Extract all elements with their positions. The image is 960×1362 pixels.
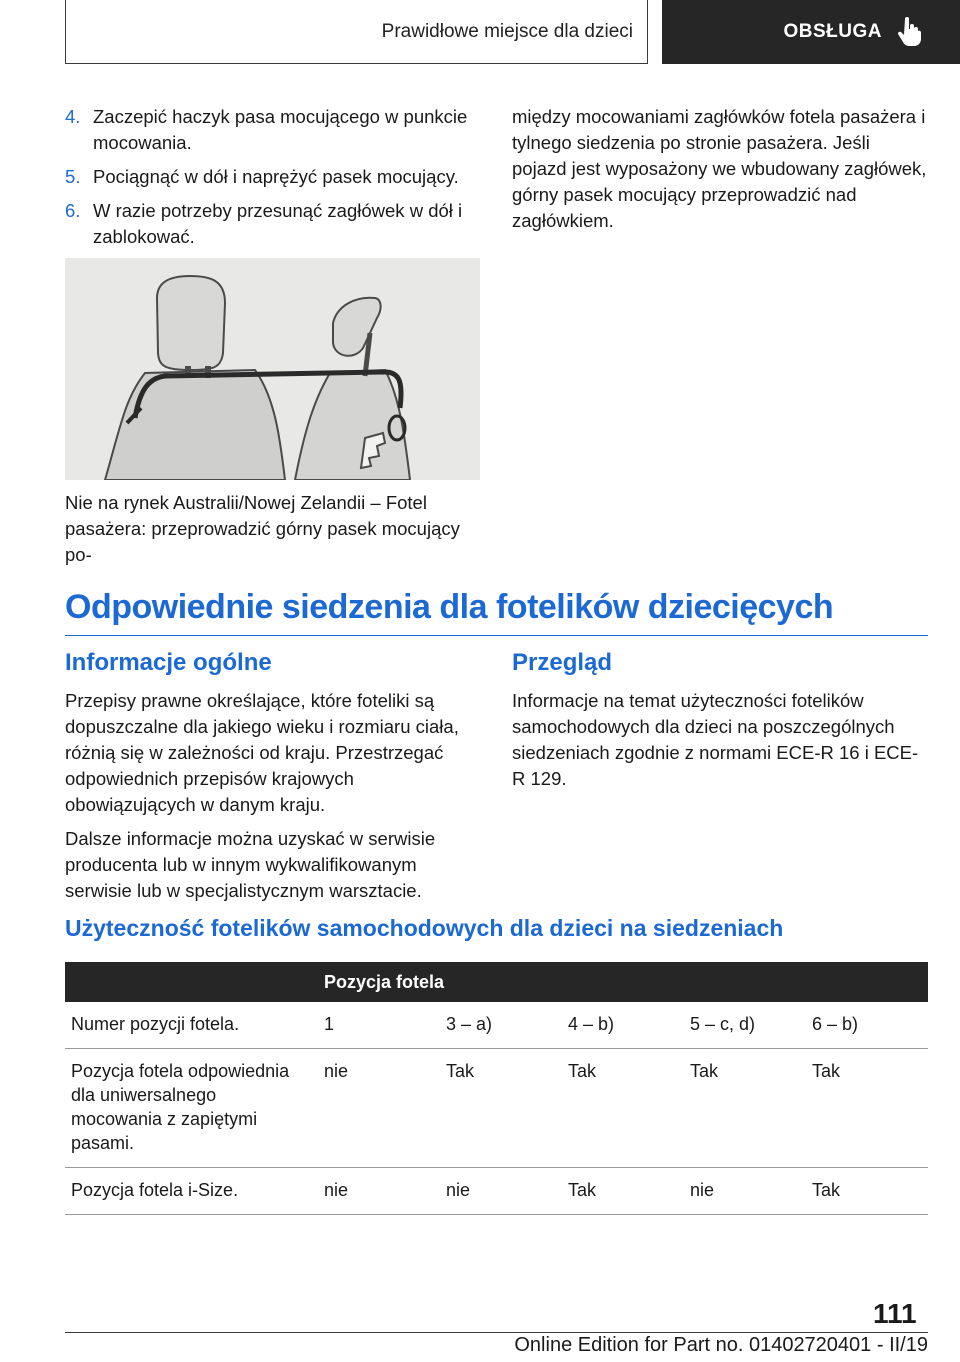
- seat-illustration-graphic: [65, 258, 480, 480]
- step-text: Pociągnąć w dół i naprężyć pasek mocujący.: [93, 166, 459, 187]
- right-column-text: [512, 104, 928, 234]
- table-cell: 1: [318, 1002, 440, 1049]
- step-item: [65, 164, 480, 190]
- footer-text: Online Edition for Part no. 01402720401 - II/19: [514, 1334, 928, 1356]
- figure-caption-text: Nie na rynek Australii/Nowej Zelandii – Fotel pasażera: przeprowadzić górny pasek mocujący po-: [65, 492, 460, 565]
- table-cell: nie: [440, 1168, 562, 1215]
- chapter-label: OBSŁUGA: [783, 21, 882, 42]
- table-heading: Użyteczność fotelików samochodowych dla dzieci na siedzeniach: [65, 915, 784, 941]
- table-cell: 6 – b): [806, 1002, 928, 1049]
- general-info-paragraph: Dalsze informacje można uzyskać w serwisie producenta lub w innym wykwalifikowanym serwisie lub w specjalistycznym warsztacie.: [65, 828, 436, 901]
- steps-list: [65, 104, 480, 258]
- general-info-paragraph: Przepisy prawne określające, które foteliki są dopuszczalne dla jakiego wieku i rozmiaru ciała, różnią się w zależności od kraju. Przestrzegać odpowiednich przepisów krajowych obowiązujących w danym kraju.: [65, 690, 459, 815]
- table-cell: Tak: [440, 1049, 562, 1168]
- main-heading: Odpowiednie siedzenia dla fotelików dziecięcych: [65, 588, 928, 636]
- table-cell: Numer pozycji fotela.: [65, 1002, 318, 1049]
- right-column-paragraph: między mocowaniami zagłówków fotela pasażera i tylnego siedzenia po stronie pasażera. Jeśli pojazd jest wyposażony we wbudowany zagłówek, górny pasek mocujący przeprowadzić nad zagłówkiem.: [512, 106, 927, 231]
- table-row: [65, 1168, 928, 1215]
- overview-paragraph: Informacje na temat użyteczności fotelików samochodowych dla dzieci na poszczególnych siedzeniach zgodnie z normami ECE-R 16 i ECE-R 129.: [512, 690, 919, 789]
- table-cell: 3 – a): [440, 1002, 562, 1049]
- table-cell: Pozycja fotela odpowiednia dla uniwersalnego mocowania z zapiętymi pasami.: [65, 1049, 318, 1168]
- step-number: 6.: [65, 200, 81, 221]
- section-title-box: [65, 0, 648, 64]
- chapter-tab[interactable]: [662, 0, 960, 64]
- table-header-empty: [65, 962, 318, 1002]
- table-header-cell: Pozycja fotela: [318, 962, 928, 1002]
- step-text: Zaczepić haczyk pasa mocującego w punkcie mocowania.: [93, 106, 468, 153]
- seat-suitability-table: [65, 962, 928, 1215]
- footer-divider: [65, 1332, 928, 1333]
- table-cell: Tak: [562, 1168, 684, 1215]
- general-info-section: [65, 648, 480, 912]
- step-number: 5.: [65, 166, 81, 187]
- table-cell: Tak: [562, 1049, 684, 1168]
- table-cell: Tak: [806, 1168, 928, 1215]
- step-number: 4.: [65, 106, 81, 127]
- step-item: [65, 198, 480, 250]
- seat-tether-illustration: [65, 258, 480, 480]
- overview-section: [512, 648, 928, 800]
- table-cell: nie: [318, 1168, 440, 1215]
- step-text: W razie potrzeby przesunąć zagłówek w dół i zablokować.: [93, 200, 463, 247]
- table-cell: 4 – b): [562, 1002, 684, 1049]
- table-header-row: [65, 962, 928, 1002]
- hand-pointer-icon: [896, 17, 922, 47]
- table-cell: nie: [684, 1168, 806, 1215]
- table-cell: Pozycja fotela i-Size.: [65, 1168, 318, 1215]
- table-row: [65, 1049, 928, 1168]
- table-row: [65, 1002, 928, 1049]
- step-item: [65, 104, 480, 156]
- overview-heading: Przegląd: [512, 649, 613, 676]
- figure-caption: [65, 490, 480, 568]
- page-number: 111: [873, 1298, 917, 1329]
- table-cell: nie: [318, 1049, 440, 1168]
- table-cell: Tak: [684, 1049, 806, 1168]
- table-cell: 5 – c, d): [684, 1002, 806, 1049]
- general-info-heading: Informacje ogólne: [65, 649, 272, 676]
- table-cell: Tak: [806, 1049, 928, 1168]
- section-title: Prawidłowe miejsce dla dzieci: [381, 20, 633, 42]
